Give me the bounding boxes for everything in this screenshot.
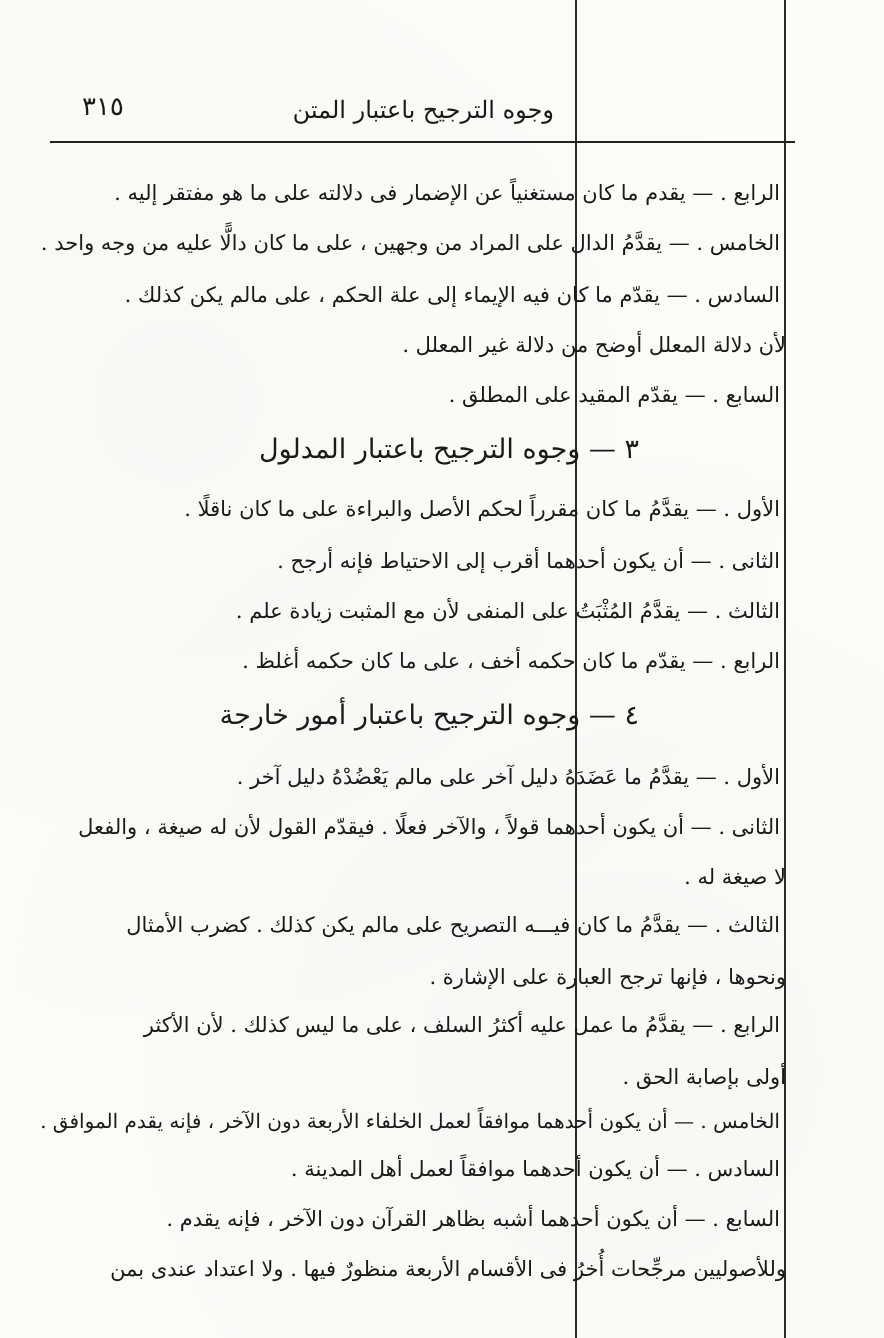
text-line: الرابع . — يقدم ما كان مستغنياً عن الإضمار فى دلالته على ما هو مفتقر إليه . <box>114 181 780 205</box>
running-header-title: وجوه الترجيح باعتبار المتن <box>292 96 554 124</box>
text-line: الثالث . — يقدَّمُ ما كان فيـــه التصريح على مالم يكن كذلك . كضرب الأمثال <box>126 913 780 937</box>
text-line: السادس . — أن يكون أحدهما موافقاً لعمل أهل المدينة . <box>290 1157 780 1181</box>
text-line: الثانى . — أن يكون أحدهما قولاً ، والآخر فعلًا . فيقدّم القول لأن له صيغة ، والفعل <box>78 815 780 839</box>
text-line: الرابع . — يقدّم ما كان حكمه أخف ، على ما كان حكمه أغلظ . <box>242 649 780 673</box>
text-line: وللأصوليين مرجِّحات أُخرُ فى الأقسام الأربعة منظورٌ فيها . ولا اعتداد عندى بمن <box>110 1257 786 1281</box>
text-line: السادس . — يقدّم ما كان فيه الإيماء إلى علة الحكم ، على مالم يكن كذلك . <box>124 283 780 307</box>
section-heading: ٤ — وجوه الترجيح باعتبار أمور خارجة <box>219 700 639 731</box>
page-number: ٣١٥ <box>82 92 124 122</box>
text-line: الرابع . — يقدَّمُ ما عمل عليه أكثرُ السلف ، على ما ليس كذلك . لأن الأكثر <box>143 1013 780 1037</box>
section-heading: ٣ — وجوه الترجيح باعتبار المدلول <box>258 434 639 465</box>
header-rule <box>50 141 795 143</box>
text-line: الأول . — يقدَّمُ ما عَضَدَهُ دليل آخر على مالم يَعْضُدْهُ دليل آخر . <box>236 765 780 789</box>
text-line: ونحوها ، فإنها ترجح العبارة على الإشارة . <box>429 965 786 989</box>
text-line: الثانى . — أن يكون أحدهما أقرب إلى الاحتياط فإنه أرجح . <box>277 549 780 573</box>
text-line: لا صيغة له . <box>684 865 786 889</box>
text-line: السابع . — يقدّم المقيد على المطلق . <box>448 383 780 407</box>
text-line: الثالث . — يقدَّمُ المُثْبَتُ على المنفى لأن مع المثبت زيادة علم . <box>235 599 780 623</box>
text-line: أولى بإصابة الحق . <box>622 1065 786 1089</box>
text-line: الأول . — يقدَّمُ ما كان مقرراً لحكم الأصل والبراءة على ما كان ناقلًا . <box>184 497 780 521</box>
scan-vertical-line <box>784 0 786 1338</box>
text-line: السابع . — أن يكون أحدهما أشبه بظاهر القرآن دون الآخر ، فإنه يقدم . <box>166 1207 780 1231</box>
text-line: لأن دلالة المعلل أوضح من دلالة غير المعلل . <box>402 333 786 357</box>
text-line: الخامس . — يقدَّمُ الدال على المراد من وجهين ، على ما كان دالًّا عليه من وجه واحد . <box>40 231 780 255</box>
text-line: الخامس . — أن يكون أحدهما موافقاً لعمل الخلفاء الأربعة دون الآخر ، فإنه يقدم الموافق . <box>40 1109 780 1133</box>
